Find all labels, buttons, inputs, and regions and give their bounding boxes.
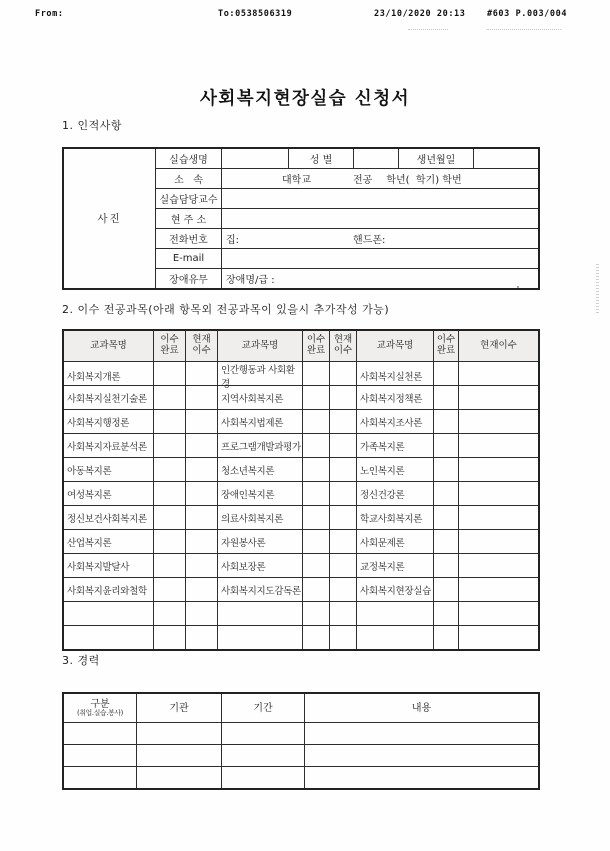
category-header-subtext: (취업.실습.봉사) (76, 708, 124, 717)
section1-heading: 1. 인적사항 (62, 119, 122, 132)
row-professor (156, 189, 538, 209)
course-row (64, 410, 538, 434)
course-name (64, 626, 154, 649)
completed-cell (303, 506, 330, 529)
course-name: 교정복지론 (357, 554, 434, 577)
photo-cell: 사진 (64, 149, 156, 288)
current-cell-wide (459, 482, 538, 505)
completed-cell (434, 482, 459, 505)
current-cell-wide (459, 578, 538, 601)
gender-field (354, 149, 399, 168)
completed-cell (303, 434, 330, 457)
category-header (64, 694, 137, 722)
course-name: 사회복지개론 (64, 362, 154, 390)
course-name: 학교사회복지론 (357, 506, 434, 529)
section3-heading: 3. 경력 (62, 654, 100, 667)
current-address-field (222, 209, 538, 228)
phone-label: 전화번호 (156, 229, 222, 248)
current-cell-wide (459, 386, 538, 409)
course-name: 사회복지법제론 (218, 410, 303, 433)
current-cell (330, 386, 357, 409)
course-name: 여성복지론 (64, 482, 154, 505)
course-row (64, 578, 538, 602)
course-name: 아동복지론 (64, 458, 154, 481)
row-affiliation (156, 169, 538, 189)
course-row (64, 506, 538, 530)
organization-cell (137, 723, 222, 744)
personal-info-rows (156, 149, 538, 288)
career-header-row (64, 694, 538, 723)
course-name: 산업복지론 (64, 530, 154, 553)
completed-header-text: 이수완료 (436, 334, 456, 356)
completed-cell (303, 410, 330, 433)
current-header-2 (330, 331, 357, 361)
affiliation-field (222, 169, 538, 188)
fax-page-counter: #603 P.003/004 (487, 9, 568, 19)
course-name: 정신보건사회복지론 (64, 506, 154, 529)
birthdate-field (474, 149, 538, 168)
supervising-professor-label: 실습담당교수 (156, 189, 222, 208)
current-cell (330, 626, 357, 649)
content-cell (305, 767, 538, 788)
course-name (64, 602, 154, 625)
category-cell (64, 767, 137, 788)
current-cell (186, 458, 218, 481)
home-phone-label: 집: (226, 235, 240, 246)
course-row-empty (64, 602, 538, 626)
current-address-label: 현 주 소 (156, 209, 222, 228)
course-name: 지역사회복지론 (218, 386, 303, 409)
completed-cell (434, 530, 459, 553)
period-cell (222, 767, 305, 788)
completed-cell (303, 386, 330, 409)
current-cell (186, 602, 218, 625)
current-cell (186, 506, 218, 529)
course-name: 사회복지조사론 (357, 410, 434, 433)
completed-cell (154, 458, 186, 481)
current-cell-wide (459, 410, 538, 433)
university-text: 대학교 (282, 175, 311, 186)
completed-cell (154, 578, 186, 601)
period-cell (222, 745, 305, 766)
section2-heading: 2. 이수 전공과목(아래 항목외 전공과목이 있을시 추가작성 가능) (62, 303, 390, 316)
current-header-text: 현재이수 (192, 334, 211, 356)
completed-cell (154, 506, 186, 529)
disability-name-grade-field: 장애명/급 : (226, 275, 275, 286)
row-name-gender-birth (156, 149, 538, 169)
fax-to-number: To:0538506319 (218, 9, 293, 19)
fax-transmission-header (0, 9, 610, 23)
course-name: 프로그램개발과평가 (218, 434, 303, 457)
category-header-text: 구분 (90, 698, 110, 710)
completed-header-3 (434, 331, 459, 361)
completed-cell (303, 554, 330, 577)
course-name: 가족복지론 (357, 434, 434, 457)
current-cell-wide (459, 554, 538, 577)
fax-from-label: From: (35, 9, 64, 19)
current-cell-wide (459, 626, 538, 649)
fax-datetime: 23/10/2020 20:13 (374, 9, 466, 19)
completed-cell (434, 386, 459, 409)
course-name: 사회복지정책론 (357, 386, 434, 409)
course-row (64, 434, 538, 458)
content-header: 내용 (411, 702, 432, 714)
affiliation-label: 소 속 (156, 169, 222, 188)
course-name: 사회보장론 (218, 554, 303, 577)
category-cell (64, 745, 137, 766)
course-name: 사회복지윤리와철학 (64, 578, 154, 601)
completed-cell (434, 410, 459, 433)
courses-table (62, 329, 540, 651)
current-cell (330, 506, 357, 529)
completed-cell (154, 482, 186, 505)
organization-header: 기관 (137, 694, 222, 722)
completed-cell (154, 602, 186, 625)
current-cell (330, 410, 357, 433)
current-cell (330, 602, 357, 625)
completed-cell (434, 554, 459, 577)
current-cell (330, 434, 357, 457)
form-title: 사회복지현장실습 신청서 (199, 89, 411, 109)
completed-cell (303, 458, 330, 481)
course-name (218, 602, 303, 625)
row-email (156, 249, 538, 269)
current-cell (186, 626, 218, 649)
scan-artifact (408, 29, 448, 30)
current-cell (330, 554, 357, 577)
course-name: 장애인복지론 (218, 482, 303, 505)
course-name: 자원봉사론 (218, 530, 303, 553)
current-cell (330, 530, 357, 553)
completed-cell (154, 386, 186, 409)
current-cell (186, 554, 218, 577)
current-cell (186, 434, 218, 457)
row-values (222, 149, 538, 168)
career-row-empty (64, 745, 538, 767)
year-semester-text: 학년( 학기) 학번 (386, 175, 462, 186)
category-cell (64, 723, 137, 744)
content-cell (305, 745, 538, 766)
completed-cell (303, 626, 330, 649)
email-label: E-mail (156, 249, 222, 268)
current-cell-wide (459, 602, 538, 625)
row-phone (156, 229, 538, 249)
course-row (64, 458, 538, 482)
subject-header-1: 교과목명 (64, 331, 154, 361)
disability-status-label: 장애유무 (156, 269, 222, 288)
course-name (357, 602, 434, 625)
current-cell-wide (459, 458, 538, 481)
scan-artifact (596, 264, 599, 314)
content-cell (305, 723, 538, 744)
completed-header-text: 이수완료 (160, 334, 179, 356)
course-row (64, 530, 538, 554)
course-name (357, 626, 434, 649)
current-cell (186, 386, 218, 409)
current-header-text: 현재이수 (333, 334, 353, 356)
trainee-name-label: 실습생명 (156, 149, 222, 168)
row-disability (156, 269, 538, 288)
current-header-1 (186, 331, 218, 361)
current-cell-wide (459, 530, 538, 553)
email-field (222, 249, 538, 268)
phone-field (222, 229, 538, 248)
supervising-professor-field (222, 189, 538, 208)
completed-cell (154, 434, 186, 457)
completed-cell (434, 458, 459, 481)
mobile-phone-label: 핸드폰: (353, 235, 386, 246)
course-name: 사회복지실천기술론 (64, 386, 154, 409)
completed-header-1 (154, 331, 186, 361)
course-name: 사회복지실천론 (357, 362, 434, 390)
completed-cell (303, 602, 330, 625)
completed-cell (434, 626, 459, 649)
completed-cell (303, 482, 330, 505)
course-row (64, 482, 538, 506)
completed-cell (434, 602, 459, 625)
current-cell-wide (459, 434, 538, 457)
completed-cell (154, 626, 186, 649)
completed-cell (303, 530, 330, 553)
course-name: 청소년복지론 (218, 458, 303, 481)
completed-cell (434, 506, 459, 529)
current-cell (186, 410, 218, 433)
course-name (218, 626, 303, 649)
organization-cell (137, 767, 222, 788)
current-cell (330, 482, 357, 505)
completed-cell (154, 410, 186, 433)
trainee-name-field (222, 149, 289, 168)
organization-cell (137, 745, 222, 766)
course-name: 사회복지지도감독론 (218, 578, 303, 601)
completed-cell (154, 530, 186, 553)
completed-cell (154, 554, 186, 577)
course-name: 인간행동과 사회환경 (218, 362, 303, 390)
course-name: 사회복지자료분석론 (64, 434, 154, 457)
completed-header-2 (303, 331, 330, 361)
career-row-empty (64, 767, 538, 788)
course-name: 사회복지현장실습 (357, 578, 434, 601)
completed-header-text: 이수완료 (306, 334, 326, 356)
current-cell (330, 578, 357, 601)
current-cell (186, 578, 218, 601)
row-address (156, 209, 538, 229)
scan-artifact (487, 29, 561, 30)
course-name: 노인복지론 (357, 458, 434, 481)
subject-header-2: 교과목명 (218, 331, 303, 361)
personal-info-table (62, 147, 540, 290)
current-cell-wide (459, 506, 538, 529)
course-name: 의료사회복지론 (218, 506, 303, 529)
course-name: 사회문제론 (357, 530, 434, 553)
current-header-wide: 현재이수 (480, 339, 517, 351)
completed-cell (434, 578, 459, 601)
courses-header-row (64, 331, 538, 362)
period-header: 기간 (222, 694, 305, 722)
career-row-empty (64, 723, 538, 745)
current-cell (186, 482, 218, 505)
course-row (64, 386, 538, 410)
course-row (64, 362, 538, 390)
course-name: 사회복지발달사 (64, 554, 154, 577)
current-cell (330, 458, 357, 481)
birthdate-label: 생년월일 (399, 149, 474, 168)
completed-cell (434, 434, 459, 457)
course-row (64, 554, 538, 578)
current-cell (186, 530, 218, 553)
course-name: 정신건강론 (357, 482, 434, 505)
gender-label: 성 별 (289, 149, 354, 168)
period-cell (222, 723, 305, 744)
completed-cell (303, 578, 330, 601)
subject-header-3: 교과목명 (357, 331, 434, 361)
course-row-empty (64, 626, 538, 649)
major-text: 전공 (352, 175, 373, 186)
course-name: 사회복지행정론 (64, 410, 154, 433)
career-table (62, 692, 540, 790)
